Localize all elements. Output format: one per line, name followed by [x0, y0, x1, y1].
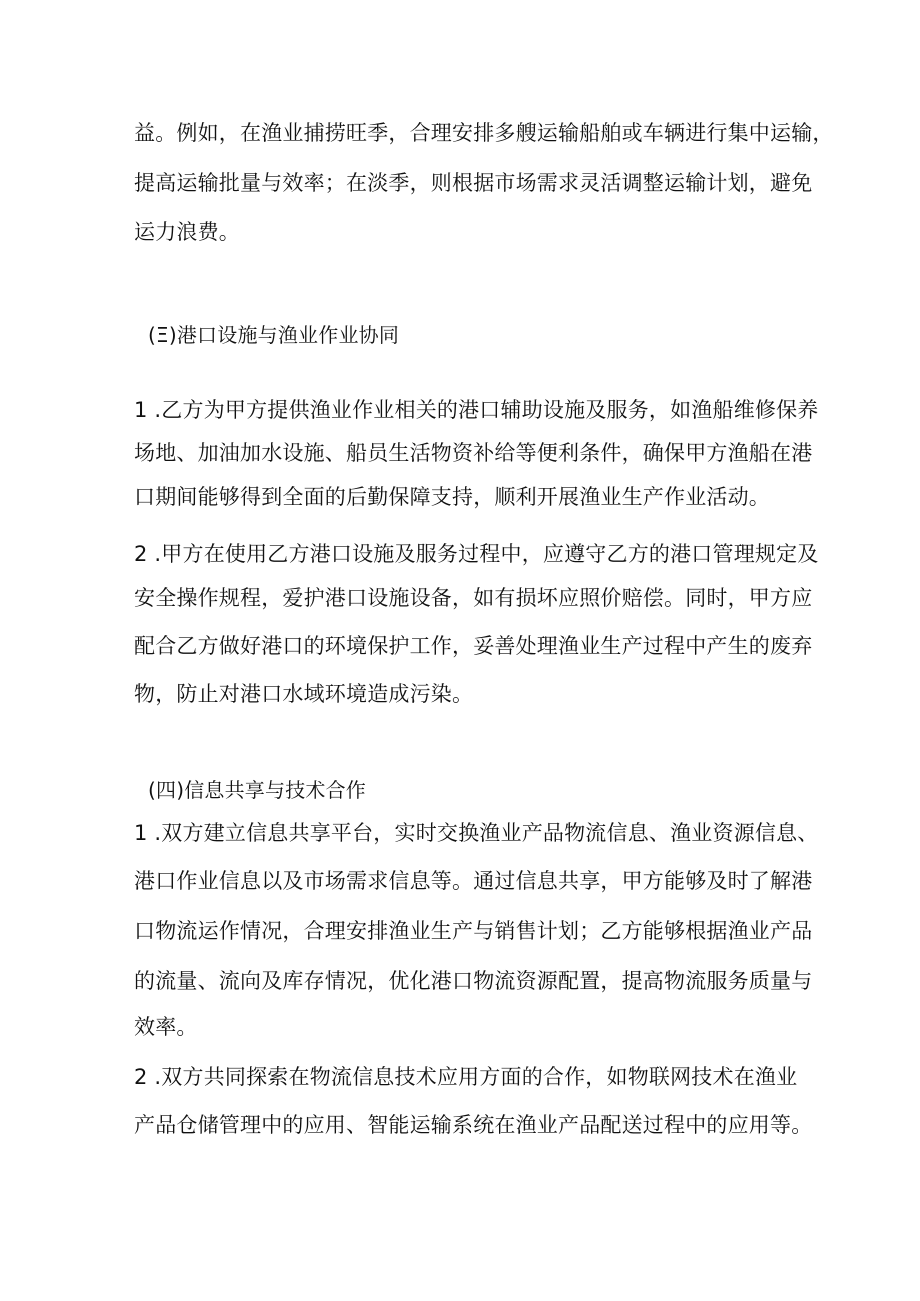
section-4-item-1-line-5: 效率。	[134, 1015, 198, 1039]
intro-line-2: 提高运输批量与效率；在淡季，则根据市场需求灵活调整运输计划，避免	[134, 171, 813, 195]
section-3-heading: (Ξ)港口设施与渔业作业协同	[148, 323, 400, 347]
section-4-item-1-line-3: 口物流运作情况，合理安排渔业生产与销售计划；乙方能够根据渔业产品	[134, 919, 813, 943]
section-3-item-2-line-1: 2 .甲方在使用乙方港口设施及服务过程中，应遵守乙方的港口管理规定及	[134, 542, 819, 566]
section-3-item-2-line-4: 物，防止对港口水域环境造成污染。	[134, 682, 474, 706]
section-4-item-2-line-1: 2 .双方共同探索在物流信息技术应用方面的合作，如物联网技术在渔业	[134, 1065, 798, 1089]
section-4-item-1-line-1: 1 .双方建立信息共享平台，实时交换渔业产品物流信息、渔业资源信息、	[134, 821, 819, 845]
section-4-heading: (四)信息共享与技术合作	[148, 778, 367, 802]
section-3-item-1-line-3: 口期间能够得到全面的后勤保障支持，顺利开展渔业生产作业活动。	[134, 485, 770, 509]
section-3-item-1-line-2: 场地、加油加水设施、船员生活物资补给等便利条件，确保甲方渔船在港	[134, 441, 813, 465]
section-3-item-2-line-3: 配合乙方做好港口的环境保护工作，妥善处理渔业生产过程中产生的废弃	[134, 634, 813, 658]
section-4-item-1-line-4: 的流量、流向及库存情况，优化港口物流资源配置，提高物流服务质量与	[134, 969, 813, 993]
intro-line-1: 益。例如，在渔业捕捞旺季，合理安排多艘运输船舶或车辆进行集中运输，	[134, 121, 834, 145]
section-4-item-2-line-2: 产品仓储管理中的应用、智能运输系统在渔业产品配送过程中的应用等。	[134, 1113, 813, 1137]
section-4-item-1-line-2: 港口作业信息以及市场需求信息等。通过信息共享，甲方能够及时了解港	[134, 869, 813, 893]
section-3-item-2-line-2: 安全操作规程，爱护港口设施设备，如有损坏应照价赔偿。同时，甲方应	[134, 586, 813, 610]
section-3-item-1-line-1: 1 .乙方为甲方提供渔业作业相关的港口辅助设施及服务，如渔船维修保养	[134, 398, 819, 422]
intro-line-3: 运力浪费。	[134, 220, 240, 244]
